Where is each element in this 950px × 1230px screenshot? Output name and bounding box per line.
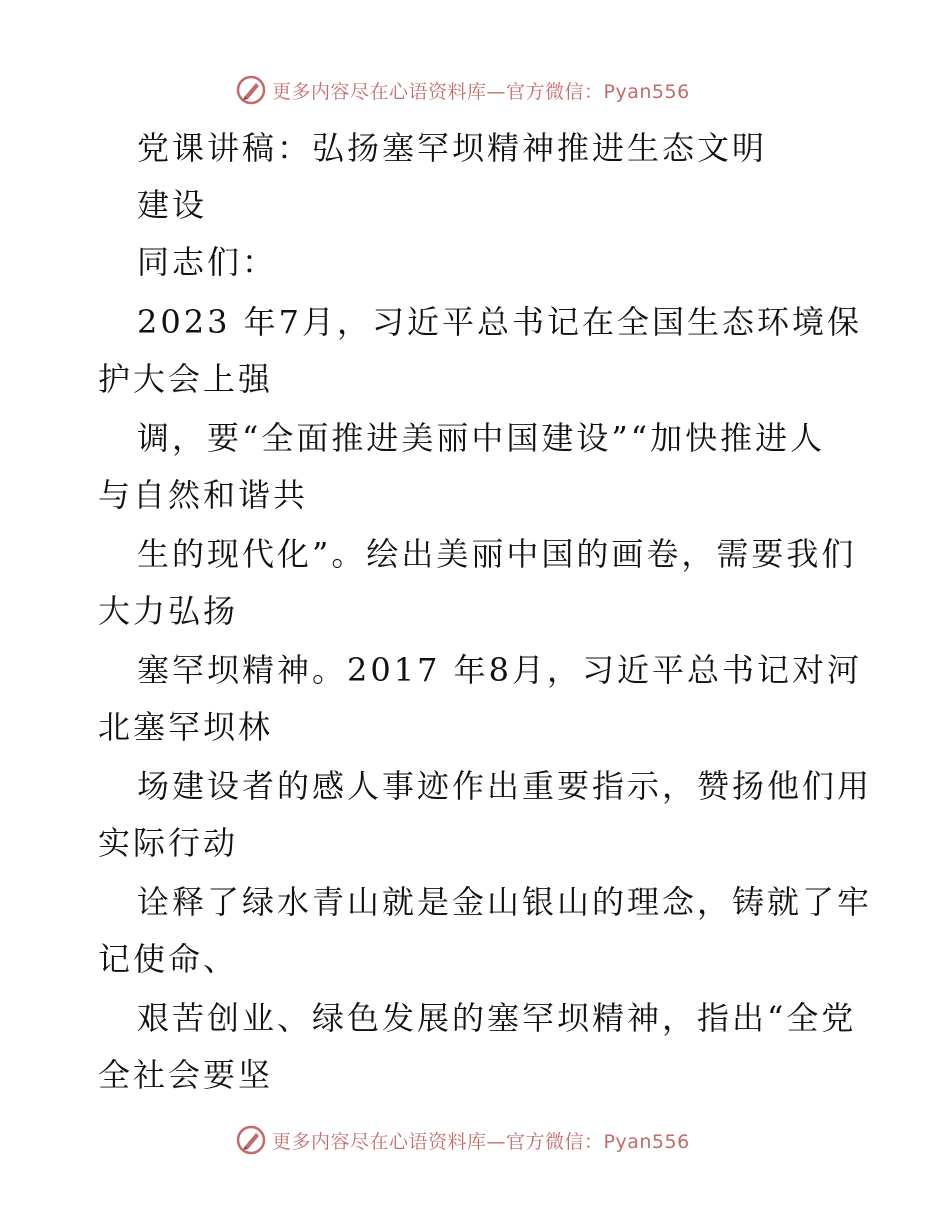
body-line: 诠释了绿水青山就是金山银山的理念，铸就了牢	[137, 883, 873, 921]
body-line: 场建设者的感人事迹作出重要指示，赞扬他们用	[137, 767, 873, 805]
document-title-line-1: 党课讲稿：弘扬塞罕坝精神推进生态文明	[137, 129, 768, 167]
document-title-line-2: 建设	[137, 186, 208, 224]
footer-watermark	[236, 1123, 690, 1157]
body-line: 记使命、	[98, 940, 239, 978]
body-line: 2023 年7月，习近平总书记在全国生态环境保	[137, 303, 862, 341]
body-line: 生的现代化”。绘出美丽中国的画卷，需要我们	[137, 535, 857, 573]
header-watermark	[236, 73, 690, 107]
body-line: 与自然和谐共	[98, 476, 309, 514]
watermark-text: 更多内容尽在心语资料库—官方微信：Pyan556	[272, 1130, 690, 1153]
watermark-text: 更多内容尽在心语资料库—官方微信：Pyan556	[272, 80, 690, 103]
body-line: 塞罕坝精神。2017 年8月，习近平总书记对河	[137, 651, 862, 689]
body-line: 调，要“全面推进美丽中国建设”“加快推进人	[137, 419, 826, 457]
body-line: 护大会上强	[98, 360, 274, 398]
body-line: 实际行动	[98, 824, 239, 862]
body-line: 全社会要坚	[98, 1056, 274, 1094]
pen-logo-icon	[236, 1125, 266, 1155]
body-line: 艰苦创业、绿色发展的塞罕坝精神，指出“全党	[137, 999, 857, 1037]
body-line: 大力弘扬	[98, 592, 239, 630]
body-line: 北塞罕坝林	[98, 708, 274, 746]
salutation: 同志们：	[137, 243, 278, 281]
pen-logo-icon	[236, 75, 266, 105]
